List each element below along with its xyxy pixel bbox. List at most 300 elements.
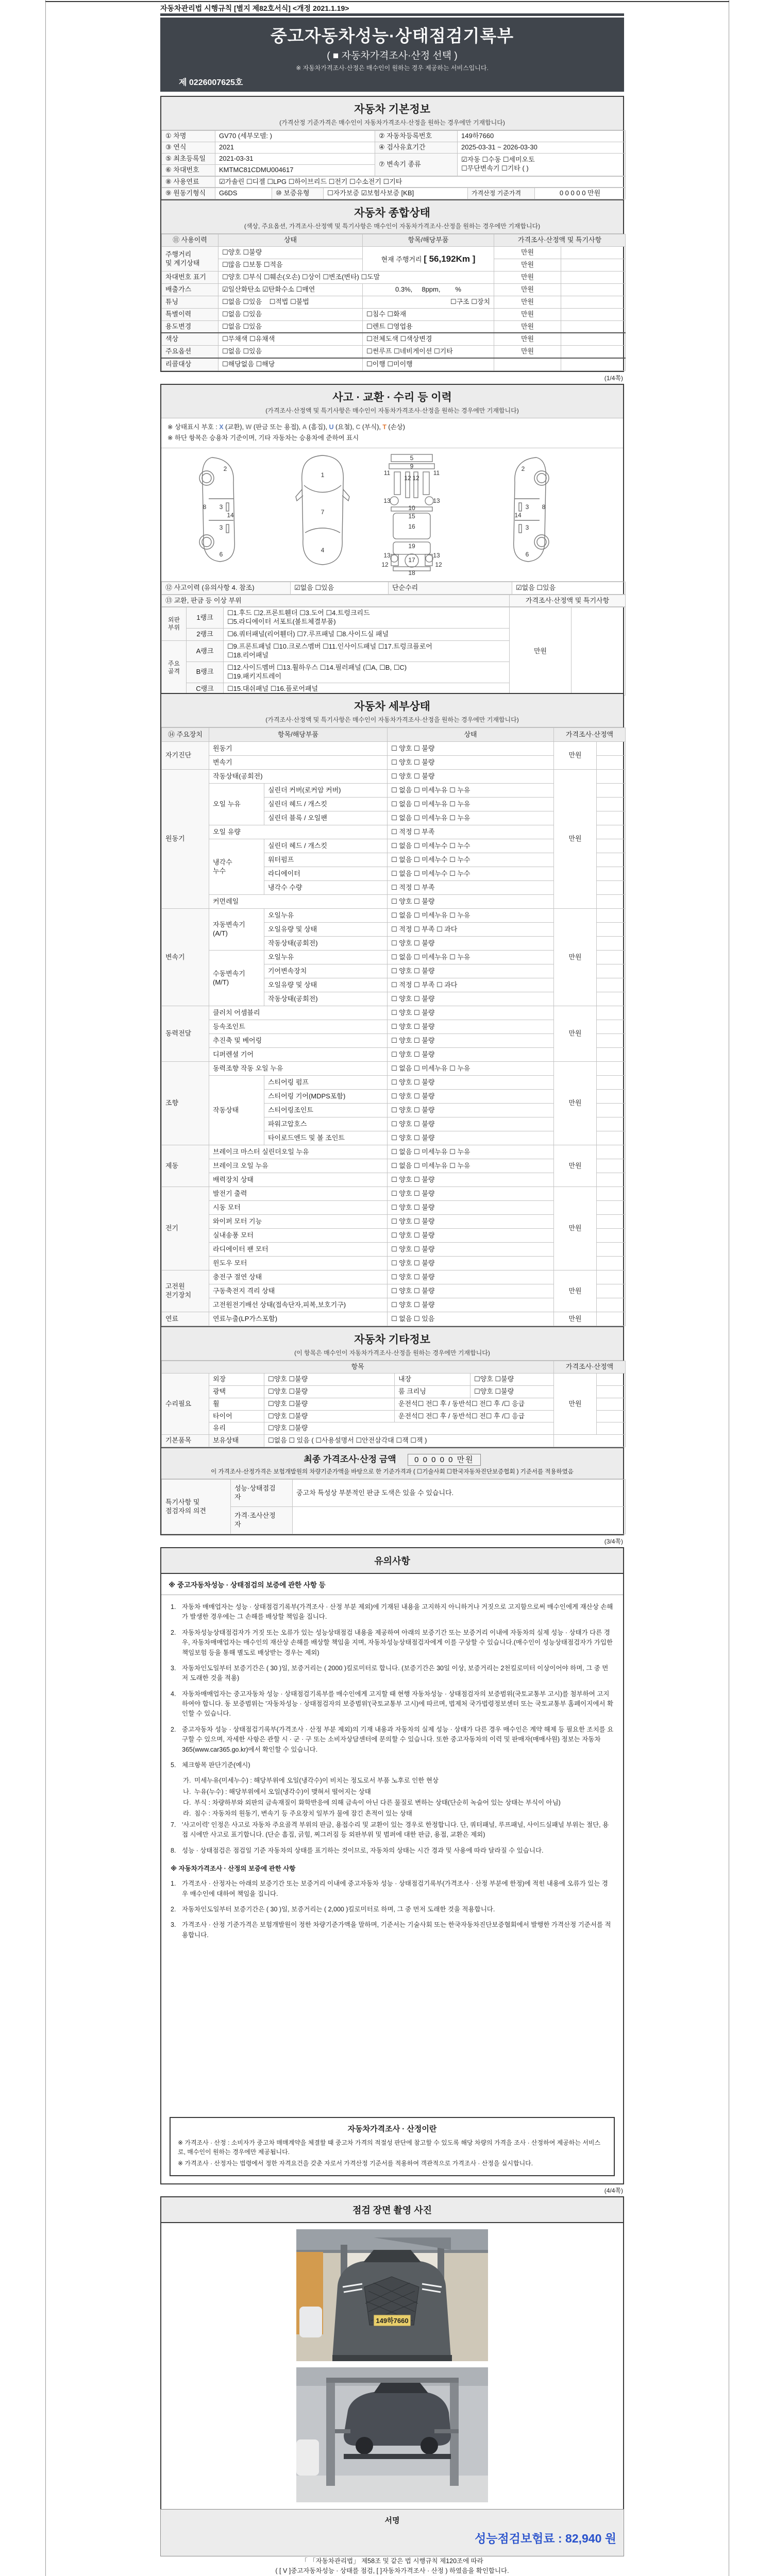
checkbox-cell[interactable]: ☐ 양호 ☐ 불량 xyxy=(388,770,554,784)
basic-overall-box xyxy=(160,96,624,372)
detail-status-table xyxy=(161,727,626,1326)
confirmation-line2: ( [ V ]중고자동차성능 · 상태를 점검, [ ]자동차가격조사 · 산정 ) 하였음을 확인합니다. xyxy=(275,2567,509,2575)
notice-item: 8. 성능 · 상태점검은 점검일 기준 자동차의 상태를 표기하는 것이므로, 자동차의 상태는 시간 경과 및 사용에 따라 달라질 수 있습니다. xyxy=(171,1846,544,1854)
notice-item: 2. 자동차인도일부터 보증기간은 ( 30 )일, 보증거리는 ( 2,000 )킬로미터로 하며, 그 중 먼저 도래한 것을 적용합니다. xyxy=(171,1906,495,1913)
cell: GV70 (세부모델: ) xyxy=(215,131,375,142)
cell: 기어변속장치 xyxy=(264,964,388,978)
checkbox-cell[interactable]: ☐6.쿼터패널(리어휀더) ☐7.루프패널 ☐8.사이드실 패널 xyxy=(224,629,510,641)
accident-header xyxy=(161,385,623,418)
checkbox-cell[interactable]: ☐썬루프 ☐네비게이션 ☐기타 xyxy=(363,346,494,358)
svg-text:11: 11 xyxy=(433,469,440,477)
row-label: 주요 골격 xyxy=(162,641,187,695)
row-label: ⑥ 차대번호 xyxy=(162,164,215,176)
notice-subitem: 라. 침수 : 자동차의 원동기, 변속기 등 주요장치 일부가 물에 잠긴 흔적이 있는 상태 xyxy=(183,1810,412,1818)
confirmation-line1: 「 「자동차관리법」 제58조 및 같은 법 시행규칙 제120조에 따라 xyxy=(301,2557,483,2565)
cell: 유리 xyxy=(209,1422,264,1435)
other-header xyxy=(161,1326,623,1361)
inspection-photo-lift xyxy=(296,2367,488,2502)
cell xyxy=(597,1270,626,1284)
svg-text:19: 19 xyxy=(408,542,415,550)
cell xyxy=(293,1507,626,1534)
checkbox-cell[interactable]: ☑가솔린 ☐디젤 ☐LPG ☐하이브리드 ☐전기 ☐수소전기 ☐기타 xyxy=(215,176,626,188)
cell xyxy=(561,296,626,308)
cell xyxy=(597,1117,626,1131)
notice-item: 3. 가격조사 · 산정 기준가격은 보험개발원이 정한 차량기준가액을 말하며, 기준서는 기술사회 또는 한국자동차진단보증협회에서 발행한 가격산정 기준서를 적용합니다. xyxy=(171,1921,611,1939)
row-label: ⑬ 교환, 판금 등 이상 부위 xyxy=(162,595,510,607)
checkbox-cell[interactable]: ☑없음 ☐있음 xyxy=(512,582,626,594)
checkbox-cell[interactable]: ☐양호 ☐부식 ☐훼손(오손) ☐상이 ☐변조(변타) ☐도말 xyxy=(219,272,494,284)
final-price-label: 최종 가격조사·산정 금액 xyxy=(304,1454,396,1465)
checkbox-cell[interactable]: ☑일산화탄소 ☑탄화수소 ☐매연 xyxy=(219,283,363,296)
svg-text:18: 18 xyxy=(408,569,415,577)
cell: 2025-03-31 ~ 2026-03-30 xyxy=(458,142,626,153)
checkbox-cell[interactable]: ☐ 없음 ☐ 미세누수 ☐ 누수 xyxy=(388,867,554,881)
cell: 2021-03-31 xyxy=(215,153,375,164)
signature-box xyxy=(160,2509,624,2556)
notice-box xyxy=(160,1547,624,2184)
cell: 냉각수 수량 xyxy=(264,881,388,895)
svg-text:2: 2 xyxy=(521,465,525,472)
column-header: ⑭ 주요장치 xyxy=(162,728,209,742)
checkbox-cell[interactable]: ☐양호 ☐불량 xyxy=(470,1373,554,1385)
document-header xyxy=(160,13,624,92)
row-label: 연료 xyxy=(162,1312,209,1326)
checkbox-cell[interactable]: ☐ 없음 ☐ 미세누유 ☐ 누유 xyxy=(388,811,554,825)
checkbox-cell[interactable]: ☐9.프론트패널 ☐10.크로스멤버 ☐11.인사이드패널 ☐17.트렁크플로어 ☐18.리어패널 xyxy=(224,641,510,662)
checkbox-cell[interactable]: ☐ 양호 ☐ 불량 xyxy=(388,756,554,770)
checkbox-cell[interactable]: ☐ 양호 ☐ 불량 xyxy=(388,1201,554,1215)
cell xyxy=(597,1173,626,1187)
cell: 스티어링 펌프 xyxy=(264,1076,388,1090)
svg-text:12: 12 xyxy=(412,474,419,482)
page-marker-1: (1/4쪽) xyxy=(604,375,623,382)
row-label: 동력전달 xyxy=(162,1006,209,1062)
cell: 작동상태(공회전) xyxy=(264,937,388,951)
cell xyxy=(494,358,561,370)
row-label: 보유상태 xyxy=(209,1435,264,1447)
cell: 추진축 및 베어링 xyxy=(209,1034,388,1048)
cell xyxy=(597,1145,626,1159)
checkbox-cell[interactable]: ☐ 없음 ☐ 미세누유 ☐ 누유 xyxy=(388,784,554,798)
overall-subtitle: (색상, 주요옵션, 가격조사·산정액 및 특기사항은 매수인이 자동차가격조사·산정을 원하는 경우에만 기재합니다) xyxy=(244,223,541,230)
cell: 연료누출(LP가스포함) xyxy=(209,1312,388,1326)
cell: 만원 xyxy=(554,742,597,770)
detail-title: 자동차 세부상태 xyxy=(354,701,430,713)
checkbox-cell[interactable]: ☐ 없음 ☐ 미세누유 ☐ 누유 xyxy=(388,1159,554,1173)
cell: 브레이크 오일 누유 xyxy=(209,1159,388,1173)
cell xyxy=(597,1298,626,1312)
checkbox-cell[interactable]: ☐ 없음 ☐ 미세누유 ☐ 누유 xyxy=(388,951,554,964)
cell: 작동상태(공회전) xyxy=(209,770,388,784)
cell: 외장 xyxy=(209,1373,264,1385)
checkbox-cell[interactable]: ☐ 없음 ☐ 미세누유 ☐ 누유 xyxy=(388,1145,554,1159)
checkbox-cell[interactable]: ☐ 양호 ☐ 불량 xyxy=(388,1243,554,1257)
checkbox-cell[interactable]: ☐ 양호 ☐ 불량 xyxy=(388,1076,554,1090)
cell: 발전기 출력 xyxy=(209,1187,388,1201)
cell: 등속조인트 xyxy=(209,1020,388,1034)
checkbox-cell[interactable]: 운전석☐ 전☐ 후 / 동반석☐ 전☐ 후 /☐ 응급 xyxy=(395,1398,554,1410)
cell: 오일유량 및 상태 xyxy=(264,923,388,937)
checkbox-cell[interactable]: ☐양호 ☐불량 xyxy=(264,1398,395,1410)
checkbox-cell[interactable]: ☐ 없음 ☐ 미세누유 ☐ 누유 xyxy=(388,1062,554,1076)
svg-text:8: 8 xyxy=(203,503,207,511)
basic-info-subtitle: (가격산정 기준가격은 매수인이 자동차가격조사·산정을 원하는 경우에만 기재합니다) xyxy=(279,119,505,126)
row-label: 가격·조사산정 자 xyxy=(231,1507,293,1534)
cell xyxy=(597,951,626,964)
cell: 자동변속기 (A/T) xyxy=(209,909,264,951)
inspector-opinion-table xyxy=(161,1479,626,1534)
checkbox-cell[interactable]: ☐ 양호 ☐ 불량 xyxy=(388,1215,554,1229)
cell: KMTMC81CDMU004617 xyxy=(215,164,375,176)
cell: 냉각수 누수 xyxy=(209,839,264,895)
cell: 만원 xyxy=(494,283,561,296)
checkbox-cell[interactable]: ☐ 양호 ☐ 불량 xyxy=(388,1048,554,1062)
checkbox-cell[interactable]: ☐없음 ☐있음 ☐적법 ☐불법 xyxy=(219,296,363,308)
cell: 배력장치 상태 xyxy=(209,1173,388,1187)
checkbox-cell[interactable]: ☐없음 ☐있음 xyxy=(219,346,363,358)
cell xyxy=(597,1187,626,1201)
cell: 휠 xyxy=(209,1398,264,1410)
checkbox-cell[interactable]: ☐ 양호 ☐ 불량 xyxy=(388,895,554,909)
cell xyxy=(561,333,626,345)
cell: 오일누유 xyxy=(264,909,388,923)
cell: 원동기 xyxy=(209,742,388,756)
svg-text:16: 16 xyxy=(408,522,415,530)
cell xyxy=(597,770,626,784)
checkbox-cell[interactable]: ☐ 없음 ☐ 미세누수 ☐ 누수 xyxy=(388,839,554,853)
cell: 스티어링조인트 xyxy=(264,1104,388,1117)
cell: 149하7660 xyxy=(458,131,626,142)
page-note: ※ 자동차가격조사·산정은 매수인이 원하는 경우 제공하는 서비스입니다. xyxy=(296,64,489,72)
checkbox-cell[interactable]: ☐ 적정 ☐ 부족 ☐ 과다 xyxy=(388,978,554,992)
basic-info-table xyxy=(161,130,626,176)
svg-text:6: 6 xyxy=(219,550,223,558)
law-line: 자동차관리법 시행규칙 [별지 제82호서식] <개정 2021.1.19> xyxy=(160,4,349,12)
page-title: 중고자동차성능·상태점검기록부 xyxy=(270,26,514,45)
cell xyxy=(597,1076,626,1090)
checkbox-cell[interactable]: ☐ 없음 ☐ 미세누수 ☐ 누수 xyxy=(388,853,554,867)
page-marker-3: (3/4쪽) xyxy=(604,1538,623,1546)
row-label: 색상 xyxy=(162,333,219,345)
checkbox-cell[interactable]: ☐ 양호 ☐ 불량 xyxy=(388,1006,554,1020)
basic-info-title: 자동차 기본정보 xyxy=(354,104,430,115)
checkbox-cell[interactable]: ☐ 양호 ☐ 불량 xyxy=(388,937,554,951)
cell: 오일유량 및 상태 xyxy=(264,978,388,992)
cell: 만원 xyxy=(554,1270,597,1312)
notice-item: 7. '사고이력' 인정은 사고로 자동차 주요골격 부위의 판금, 용접수리 및 교환이 있는 경우로 한정합니다. 단, 쿼터패널, 루프패널, 사이드실패널 부위는 절단, 용접 시에만 사고로 표기합니다. (단순 흠집, 긁힘, 찌그러짐 등 외판부위 및 범퍼에 대한 판금, 용접, 교환은 제외) xyxy=(171,1821,609,1839)
cell: 실린더 커버(로커암 커버) xyxy=(264,784,388,798)
cell: 만원 xyxy=(494,308,561,320)
row-label: ⑤ 최초등록일 xyxy=(162,153,215,164)
accident-title: 사고 · 교환 · 수리 등 이력 xyxy=(332,392,452,404)
row-label: 기본품목 xyxy=(162,1435,209,1447)
checkbox-cell[interactable]: ☐양호 ☐불량 xyxy=(264,1373,395,1385)
checkbox-cell[interactable]: ☐ 없음 ☐ 미세누유 ☐ 누유 xyxy=(388,909,554,923)
checkbox-cell[interactable]: ☑자동 ☐수동 ☐세미오토 ☐무단변속기 ☐기타 ( ) xyxy=(458,153,626,176)
cell xyxy=(597,1104,626,1117)
cell xyxy=(561,346,626,358)
checkbox-cell[interactable]: ☐ 양호 ☐ 불량 xyxy=(388,964,554,978)
cell: 현재 주행거리 [ 56,192Km ] xyxy=(363,247,494,272)
checkbox-cell[interactable]: ☐해당없음 ☐해당 xyxy=(219,358,363,370)
row-label: 성능·상태점검 자 xyxy=(231,1480,293,1507)
checkbox-cell[interactable]: ☐무채색 ☐유채색 xyxy=(219,333,363,345)
cell xyxy=(597,825,626,839)
car-views-svg xyxy=(165,451,619,578)
row-label: 단순수리 xyxy=(389,582,512,594)
row-label: 튜닝 xyxy=(162,296,219,308)
overall-title: 자동차 종합상태 xyxy=(354,207,430,219)
cell xyxy=(561,320,626,333)
cell: 워터펌프 xyxy=(264,853,388,867)
cell: 0.3%, 8ppm, % xyxy=(363,283,494,296)
cell: 클러치 어셈블리 xyxy=(209,1006,388,1020)
detail-box xyxy=(160,693,624,1535)
signature-title: 서명 xyxy=(384,2516,400,2525)
row-label: ① 차명 xyxy=(162,131,215,142)
cell xyxy=(597,1062,626,1076)
svg-text:17: 17 xyxy=(408,556,415,564)
checkbox-cell[interactable]: ☐많음 ☐보통 ☐적음 xyxy=(219,259,363,272)
checkbox-cell[interactable]: ☐양호 ☐불량 xyxy=(219,247,363,259)
checkbox-cell[interactable]: ☐없음 ☐있음 xyxy=(219,308,363,320)
checkbox-cell[interactable]: ☐ 양호 ☐ 불량 xyxy=(388,1034,554,1048)
cell xyxy=(597,937,626,951)
row-label: ③ 연식 xyxy=(162,142,215,153)
cell: 만원 xyxy=(510,607,572,695)
cell xyxy=(597,1243,626,1257)
status-code-letter: A xyxy=(302,423,307,431)
cell: 실내송풍 모터 xyxy=(209,1229,388,1243)
notice-subitem: 나. 누유(누수) : 해당부위에서 오일(냉각수)이 맺혀서 떨어지는 상태 xyxy=(183,1788,371,1795)
row-label: C랭크 xyxy=(187,683,224,695)
cell: 타이로드엔드 및 볼 조인트 xyxy=(264,1131,388,1145)
svg-text:14: 14 xyxy=(514,511,522,519)
notice-item: 1. 자동차 매매업자는 성능 · 상태점검기록부(가격조사 · 산정 부분 제외)에 기재된 내용을 고지하지 아니하거나 거짓으로 고지함으로써 매수인에게 재산상 손해가 발생한 경우에는 그 손해를 배상할 책임을 집니다. xyxy=(171,1603,613,1621)
cell: 타이어 xyxy=(209,1410,264,1422)
row-label: 주요옵션 xyxy=(162,346,219,358)
checkbox-cell[interactable]: ☐없음 ☐있음 xyxy=(219,320,363,333)
cell xyxy=(597,1215,626,1229)
cell xyxy=(597,1048,626,1062)
cell: 0 0 0 0 0 만원 xyxy=(535,188,626,199)
checkbox-cell[interactable]: ☐12.사이드멤버 ☐13.휠하우스 ☐14.필러패널 (☐A, ☐B, ☐C) ☐19.패키지트레이 xyxy=(224,662,510,683)
basic-info-header xyxy=(161,97,623,130)
row-label: 가격조사·산정액 및 특기사항 xyxy=(510,595,626,607)
status-code-legend xyxy=(161,418,623,448)
checkbox-cell[interactable]: ☐양호 ☐불량 xyxy=(470,1385,554,1398)
checkbox-cell[interactable]: ☐ 양호 ☐ 불량 xyxy=(388,1270,554,1284)
cell: 만원 xyxy=(554,770,597,909)
checkbox-cell[interactable]: ☐1.후드 ☐2.프론트휀더 ☐3.도어 ☐4.트렁크리드 ☐5.라디에이터 서포트(볼트체결부품) xyxy=(224,607,510,629)
other-title: 자동차 기타정보 xyxy=(354,1334,430,1346)
cell: 만원 xyxy=(554,1312,597,1326)
svg-text:8: 8 xyxy=(542,503,546,511)
checkbox-cell[interactable]: ☐양호 ☐불량 xyxy=(264,1410,395,1422)
svg-text:2: 2 xyxy=(223,465,227,472)
column-header: ⑪ 사용이력 xyxy=(162,234,219,247)
checkbox-cell[interactable]: ☐ 양호 ☐ 불량 xyxy=(388,1131,554,1145)
cell xyxy=(597,811,626,825)
checkbox-cell[interactable]: ☐ 양호 ☐ 불량 xyxy=(388,1117,554,1131)
checkbox-cell[interactable]: ☐ 양호 ☐ 불량 xyxy=(388,1090,554,1104)
cell xyxy=(597,978,626,992)
notice-title: 유의사항 xyxy=(161,1548,623,1574)
column-header: 가격조사·산정액 xyxy=(554,728,626,742)
cell xyxy=(561,247,626,259)
svg-text:13: 13 xyxy=(383,497,391,504)
checkbox-cell[interactable]: ☐ 양호 ☐ 불량 xyxy=(388,1229,554,1243)
checkbox-cell[interactable]: ☐이행 ☐미이행 xyxy=(363,358,494,370)
checkbox-cell[interactable]: ☐없음 ☐ 있음 ( ☐사용설명서 ☐안전삼각대 ☐잭 ☐잭 ) xyxy=(264,1435,554,1447)
svg-text:4: 4 xyxy=(321,546,325,554)
photos-box xyxy=(160,2196,624,2516)
cell xyxy=(597,923,626,937)
row-label: 전기 xyxy=(162,1187,209,1270)
checkbox-cell[interactable]: ☐ 적정 ☐ 부족 xyxy=(388,825,554,839)
cell: 오일 누유 xyxy=(209,784,264,825)
checkbox-cell[interactable]: ☐ 양호 ☐ 불량 xyxy=(388,1257,554,1270)
checkbox-cell[interactable]: ☐양호 ☐불량 xyxy=(264,1422,554,1435)
svg-text:12: 12 xyxy=(381,561,389,568)
checkbox-cell[interactable]: ☐자가보증 ☑보험사보증 [KB] xyxy=(324,188,468,199)
svg-text:15: 15 xyxy=(408,512,415,520)
cell xyxy=(597,1020,626,1034)
status-code-letter: W xyxy=(245,423,252,431)
row-label: ④ 검사유효기간 xyxy=(375,142,458,153)
svg-text:5: 5 xyxy=(410,454,414,462)
row-label: 수리필요 xyxy=(162,1373,209,1434)
svg-text:14: 14 xyxy=(227,511,234,519)
checkbox-cell[interactable]: ☐양호 ☐불량 xyxy=(264,1385,395,1398)
row-label: 조향 xyxy=(162,1062,209,1145)
notice-item: 2. 중고자동차 성능 · 상태점검기록부(가격조사 · 산정 부분 제외)의 기재 내용과 자동차의 실제 성능 · 상태가 다른 경우 매수인은 계약 해제 등 필요한 조치를 요구할 수 있으며, 자세한 사항은 관할 시 · 군 · 구 또는 소비자상담센터에 문의할 수 있습니다. 또한 중고자동차의 이력 및 판매자(매매사원) 정보는 자동차365(www.car365.go.kr)에서 확인할 수 있습니다. xyxy=(171,1725,614,1753)
cell: 고전원전기배선 상태(접속단자,피복,보호기구) xyxy=(209,1298,388,1312)
svg-text:6: 6 xyxy=(525,550,529,558)
cell xyxy=(561,259,626,272)
cell xyxy=(597,1385,626,1398)
accident-subtitle: (가격조사·산정액 및 특기사항은 매수인이 자동차가격조사·산정을 원하는 경우에만 기재합니다) xyxy=(265,407,519,415)
cell xyxy=(597,1398,626,1410)
checkbox-cell[interactable]: ☐ 양호 ☐ 불량 xyxy=(388,1020,554,1034)
status-code-letter: T xyxy=(382,423,386,431)
svg-text:13: 13 xyxy=(383,551,391,559)
svg-text:9: 9 xyxy=(410,462,414,470)
row-label: 주행거리 및 계기상태 xyxy=(162,247,219,272)
checkbox-cell[interactable]: ☐구조 ☐장치 xyxy=(363,296,494,308)
checkbox-cell[interactable]: ☐ 양호 ☐ 불량 xyxy=(388,1284,554,1298)
svg-text:13: 13 xyxy=(433,551,440,559)
cell xyxy=(597,909,626,923)
checkbox-cell[interactable]: ☐ 양호 ☐ 불량 xyxy=(388,742,554,756)
checkbox-cell[interactable]: ☐ 적정 ☐ 부족 xyxy=(388,881,554,895)
cell: 만원 xyxy=(554,1062,597,1145)
column-header: 항목 xyxy=(162,1361,554,1374)
checkbox-cell[interactable]: ☐ 적정 ☐ 부족 ☐ 과다 xyxy=(388,923,554,937)
final-price-note[interactable]: 이 가격조사·산정가격은 보험개발원의 차량기준가액을 바탕으로 한 기준가격과 ( ☐기술사회 ☐한국자동차진단보증협회 ) 기준서를 적용하였음 xyxy=(211,1469,574,1476)
notice-item: 1. 가격조사 · 산정자는 아래의 보증기간 또는 보증거리 이내에 중고자동차 성능 · 상태점검기록부(가격조사 · 산정 부분에 한정)에 적힌 내용에 오류가 있는 경우 매수인에 대하여 책임을 집니다. xyxy=(171,1880,608,1897)
cell: 2021 xyxy=(215,142,375,153)
cell xyxy=(597,1034,626,1048)
checkbox-cell[interactable]: ☐15.대쉬패널 ☐16.플로어패널 xyxy=(224,683,510,695)
cell xyxy=(597,1312,626,1326)
detail-header xyxy=(161,694,623,727)
cell: 실린더 헤드 / 개스킷 xyxy=(264,839,388,853)
row-label: 2랭크 xyxy=(187,629,224,641)
row-label: 변속기 xyxy=(162,909,209,1006)
cell xyxy=(554,1435,626,1447)
row-label: 특기사항 및 점검자의 의견 xyxy=(162,1480,231,1534)
cell xyxy=(561,358,626,370)
cell xyxy=(597,895,626,909)
checkbox-cell[interactable]: ☑없음 ☐있음 xyxy=(291,582,389,594)
notice-section2-title: ※ 자동차가격조사 · 산정의 보증에 관한 사항 xyxy=(171,1865,296,1872)
row-label: 배출가스 xyxy=(162,283,219,296)
column-header: 항목/해당부품 xyxy=(209,728,388,742)
checkbox-cell[interactable]: 운전석☐ 전☐ 후 / 동반석☐ 전☐ 후 /☐ 응급 xyxy=(395,1410,554,1422)
row-label: A랭크 xyxy=(187,641,224,662)
cell: 만원 xyxy=(494,247,561,259)
row-label: 원동기 xyxy=(162,770,209,909)
checkbox-cell[interactable]: ☐ 없음 ☐ 미세누유 ☐ 누유 xyxy=(388,798,554,811)
cell xyxy=(597,992,626,1006)
checkbox-cell[interactable]: ☐ 양호 ☐ 불량 xyxy=(388,1187,554,1201)
notice-subitem: 가. 미세누유(미세누수) : 해당부위에 오일(냉각수)이 비치는 정도로서 부품 노후로 인한 현상 xyxy=(183,1777,439,1785)
cell xyxy=(597,1159,626,1173)
checkbox-cell[interactable]: ☐ 양호 ☐ 불량 xyxy=(388,1104,554,1117)
svg-text:3: 3 xyxy=(219,503,223,511)
svg-text:3: 3 xyxy=(219,523,223,531)
cell: 실린더 헤드 / 개스킷 xyxy=(264,798,388,811)
cell: 오일 유량 xyxy=(209,825,388,839)
checkbox-cell[interactable]: ☐ 양호 ☐ 불량 xyxy=(388,1173,554,1187)
checkbox-cell[interactable]: ☐침수 ☐화재 xyxy=(363,308,494,320)
inspection-photo-front xyxy=(296,2229,488,2361)
notice-subitem: 다. 부식 : 차량하부와 외판의 금속재질이 화학반응에 의해 금속이 아닌 다른 물질로 변하는 상태(단순히 녹슬어 있는 상태는 부식이 아님) xyxy=(183,1799,561,1806)
detail-subtitle: (가격조사·산정액 및 특기사항은 매수인이 자동차가격조사·산정을 원하는 경우에만 기재합니다) xyxy=(265,716,519,723)
car-damage-diagram xyxy=(161,448,623,582)
status-code-letter: X xyxy=(219,423,224,431)
photos-title: 점검 장면 촬영 사진 xyxy=(161,2197,623,2223)
photo-lift-svg xyxy=(296,2367,488,2502)
accident-box xyxy=(160,384,624,696)
checkbox-cell[interactable]: ☐렌트 ☐영업용 xyxy=(363,320,494,333)
notice-item: 2. 자동차성능상태점검자가 거짓 또는 오류가 있는 성능상태점검 내용을 제공하여 아래의 보증기간 또는 보증거리 이내에 자동차의 실제 성능 · 상태가 다른 경우, 자동차매매업자는 매수인의 재산상 손해를 배상할 책임을 지며, 자동차성능상태점검자에게 이를 구상할 수 있습니다.(매수인이 성능상태점검자가 가입한 책임보험 등을 통해 별도로 배상받는 경우는 제외) xyxy=(171,1629,613,1656)
cell: 오일누유 xyxy=(264,951,388,964)
checkbox-cell[interactable]: ☐ 없음 ☐ 있음 xyxy=(388,1312,554,1326)
cell: 스티어링 기어(MDPS포함) xyxy=(264,1090,388,1104)
overall-status-table xyxy=(161,234,626,371)
final-price-bar xyxy=(161,1447,623,1479)
fuel-table xyxy=(161,176,626,188)
cell xyxy=(597,798,626,811)
row-label: 고전원 전기장치 xyxy=(162,1270,209,1312)
inspection-fee: 성능점검보험료 : 82,940 원 xyxy=(475,2532,616,2545)
cell: 파워고압호스 xyxy=(264,1117,388,1131)
cell: 만원 xyxy=(554,1145,597,1187)
cell: 브레이크 마스터 실린더오일 누유 xyxy=(209,1145,388,1159)
checkbox-cell[interactable]: ☐ 양호 ☐ 불량 xyxy=(388,992,554,1006)
row-label: 차대번호 표기 xyxy=(162,272,219,284)
photo-front-svg xyxy=(296,2229,488,2361)
checkbox-cell[interactable]: ☐ 양호 ☐ 불량 xyxy=(388,1298,554,1312)
cell xyxy=(597,867,626,881)
checkbox-cell[interactable]: ☐전체도색 ☐색상변경 xyxy=(363,333,494,345)
cell: 광택 xyxy=(209,1385,264,1398)
status-code-letter: U xyxy=(329,423,334,431)
cell xyxy=(597,1006,626,1020)
other-info-table xyxy=(161,1361,626,1447)
